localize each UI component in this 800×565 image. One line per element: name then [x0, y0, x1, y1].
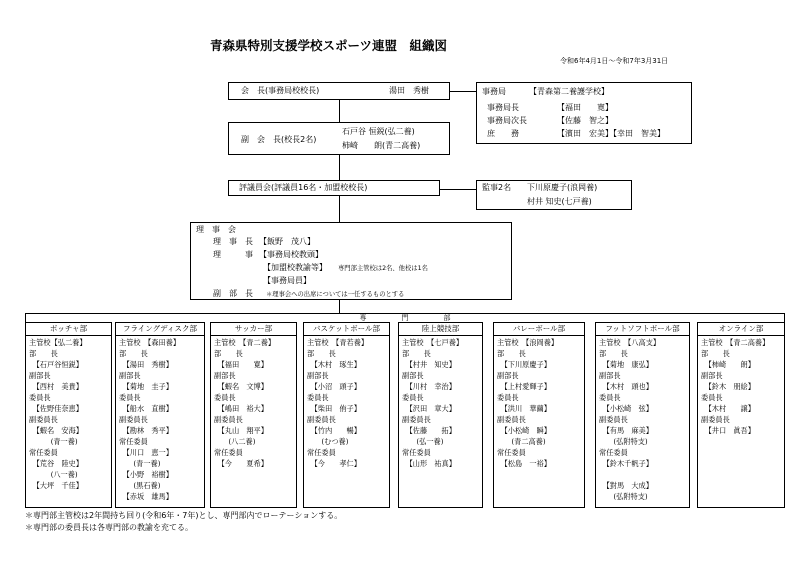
- secretariat-name: 【福田 寛】: [557, 103, 613, 112]
- board-chair-name: 【飯野 茂八】: [259, 237, 315, 246]
- department-line: 【石戸谷恒鋭】: [29, 360, 83, 369]
- department-line: 【船水 直樹】: [119, 404, 173, 413]
- board-vice-role: 副 部 長: [213, 289, 253, 298]
- department-line: (八二養): [214, 437, 256, 446]
- department-line: 【川村 幸治】: [402, 382, 456, 391]
- department-line: (青一養): [119, 459, 161, 468]
- department-line: 主管校 【七戸養】: [402, 338, 464, 347]
- department-line: 【上村愛輝子】: [497, 382, 551, 391]
- department-line: (青一養): [29, 437, 78, 446]
- department-line: 【木村 琢生】: [307, 360, 361, 369]
- department-name: フットソフトボール部: [596, 323, 689, 336]
- department-line: 【柴田 侑子】: [307, 404, 361, 413]
- department-name: 陸上競技部: [399, 323, 482, 336]
- department-line: 【蝦名 文博】: [214, 382, 268, 391]
- department-name: オンライン部: [698, 323, 784, 336]
- auditor-name: 下川原慶子(浪岡養): [527, 183, 598, 192]
- department-line: 副委員長: [214, 415, 243, 424]
- secretariat-name: 【佐藤 智之】: [557, 116, 613, 125]
- department-line: (むつ養): [307, 437, 349, 446]
- department-athletics: [398, 322, 483, 508]
- department-line: 委員長: [599, 393, 621, 402]
- department-line: 主管校 【青若養】: [307, 338, 369, 347]
- department-line: 委員長: [701, 393, 723, 402]
- departments-header: [25, 313, 785, 322]
- department-line: 委員長: [497, 393, 519, 402]
- department-line: 副委員長: [29, 415, 58, 424]
- department-line: 【村井 知史】: [402, 360, 456, 369]
- department-line: 【下川原慶子】: [497, 360, 551, 369]
- board-box: [190, 222, 512, 300]
- department-line: 【對馬 大成】: [599, 481, 653, 490]
- department-line: 【鈴木千帆子】: [599, 459, 653, 468]
- department-line: 【佐藤 拓】: [402, 426, 456, 435]
- connector: [339, 100, 340, 122]
- department-line: 委員長: [119, 393, 141, 402]
- vice-president-box: [228, 122, 450, 155]
- department-line: 主管校 【浪岡養】: [497, 338, 559, 347]
- council-label: 評議員会(評議員16名・加盟校校長): [239, 183, 368, 192]
- connector: [339, 196, 340, 222]
- department-line: 【山形 祐真】: [402, 459, 456, 468]
- department-line: 【嶋田 裕大】: [214, 404, 268, 413]
- department-line: 【今 夏希】: [214, 459, 268, 468]
- department-line: 【湯田 秀樹】: [119, 360, 173, 369]
- department-line: 副委員長: [497, 415, 526, 424]
- department-line: 常任委員: [402, 448, 431, 457]
- department-line: 【菊地 康弘】: [599, 360, 653, 369]
- department-line: 【今 孝仁】: [307, 459, 361, 468]
- department-line: 副委員長: [119, 415, 148, 424]
- department-line: 【井口 眞吾】: [701, 426, 755, 435]
- department-line: 副部長: [497, 371, 519, 380]
- president-name: 湯田 秀樹: [389, 86, 429, 95]
- board-vice-note: ＊理事会への出席については一任するものとする: [266, 291, 405, 298]
- footnote: ＊専門部の委員長は各専門部の教諭を充てる。: [25, 523, 193, 532]
- department-line: 委員長: [29, 393, 51, 402]
- department-line: 【菊地 圭子】: [119, 382, 173, 391]
- secretariat-role: 事務局長: [487, 103, 519, 112]
- department-line: 主管校 【八高支】: [599, 338, 661, 347]
- department-volleyball: [493, 322, 585, 508]
- secretariat-box: [476, 82, 692, 144]
- department-line: 委員長: [214, 393, 236, 402]
- board-members-role: 理 事: [213, 250, 253, 259]
- department-line: 常任委員: [29, 448, 58, 457]
- department-line: (弘一養): [402, 437, 444, 446]
- page-title: 青森県特別支援学校スポーツ連盟 組織図: [210, 38, 448, 53]
- department-line: 委員長: [307, 393, 329, 402]
- vice-president-name: 柿崎 朗(青二高養): [342, 141, 421, 150]
- department-line: 【荒谷 陸史】: [29, 459, 83, 468]
- vice-president-name: 石戸谷 恒鋭(弘二養): [342, 127, 415, 136]
- department-line: (弘附特支): [599, 437, 648, 446]
- department-line: 【鈴木 朋絵】: [701, 382, 755, 391]
- secretariat-name: 【濱田 宏美】【幸田 智美】: [557, 129, 665, 138]
- connector: [450, 91, 476, 92]
- department-line: 【松島 一裕】: [497, 459, 551, 468]
- department-bocce: [25, 322, 112, 508]
- auditor-name: 村井 知史(七戸養): [527, 197, 592, 206]
- department-line: 副委員長: [701, 415, 730, 424]
- department-line: 【小松崎 弦】: [599, 404, 653, 413]
- department-line: 【勘林 秀平】: [119, 426, 173, 435]
- period: 令和6年4月1日～令和7年3月31日: [560, 57, 669, 65]
- department-line: (八一養): [29, 470, 78, 479]
- department-line: 部 長: [497, 349, 526, 358]
- board-members-2: 【加盟校教諭等】: [263, 263, 327, 272]
- department-line: 部 長: [701, 349, 730, 358]
- department-line: 副部長: [701, 371, 723, 380]
- department-line: (黒石養): [119, 481, 161, 490]
- department-line: 副部長: [599, 371, 621, 380]
- departments-label: 専 門 部: [359, 314, 451, 322]
- department-line: 部 長: [214, 349, 243, 358]
- department-line: 【赤坂 雄馬】: [119, 492, 173, 501]
- department-line: 主管校 【森田養】: [119, 338, 181, 347]
- department-line: 【西村 美貴】: [29, 382, 83, 391]
- board-members-3: 【事務局員】: [263, 276, 311, 285]
- department-line: 【有馬 麻美】: [599, 426, 653, 435]
- department-name: ボッチャ部: [26, 323, 111, 336]
- president-box: [228, 82, 450, 100]
- board-chair-role: 理 事 長: [213, 237, 253, 246]
- department-line: 部 長: [29, 349, 58, 358]
- board-members-1: 【事務局校教頭】: [259, 250, 323, 259]
- department-line: 常任委員: [119, 437, 148, 446]
- auditors-box: [476, 180, 632, 210]
- president-role: 会 長(事務局校校長): [241, 86, 320, 95]
- department-name: バレーボール部: [494, 323, 584, 336]
- department-line: 副部長: [214, 371, 236, 380]
- department-online: [697, 322, 785, 508]
- department-line: 【木村 頭也】: [599, 382, 653, 391]
- department-line: 【川口 恵一】: [119, 448, 173, 457]
- secretariat-school: 【青森第二養護学校】: [529, 87, 609, 96]
- department-line: 主管校 【青二養】: [214, 338, 276, 347]
- department-name: バスケットボール部: [304, 323, 389, 336]
- department-line: 【佐野佳奈恵】: [29, 404, 83, 413]
- department-line: 部 長: [599, 349, 628, 358]
- connector: [339, 155, 340, 180]
- department-line: 副委員長: [307, 415, 336, 424]
- auditors-label: 監事2名: [482, 183, 512, 192]
- department-line: 【大坪 千佳】: [29, 481, 83, 490]
- department-line: 【沢田 章大】: [402, 404, 456, 413]
- connector: [440, 189, 476, 190]
- department-line: 【丸山 翔平】: [214, 426, 268, 435]
- department-line: 【竹内 暢】: [307, 426, 361, 435]
- department-line: 主管校【弘二養】: [29, 338, 87, 347]
- department-basketball: [303, 322, 390, 508]
- board-members-2-note: 専門部主管校は2名、他校は1名: [338, 265, 428, 272]
- department-line: 副部長: [119, 371, 141, 380]
- department-line: 常任委員: [214, 448, 243, 457]
- council-box: [228, 180, 440, 196]
- department-line: 常任委員: [497, 448, 526, 457]
- department-line: 【洪川 華繭】: [497, 404, 551, 413]
- department-line: 【柿崎 朗】: [701, 360, 755, 369]
- department-line: 部 長: [119, 349, 148, 358]
- department-line: 部 長: [307, 349, 336, 358]
- department-name: サッカー部: [211, 323, 296, 336]
- department-line: 副部長: [307, 371, 329, 380]
- footnote: ＊専門部主管校は2年間持ち回り(令和6年・7年)とし、専門部内でローテーションする。: [25, 511, 343, 520]
- vice-president-role: 副 会 長(校長2名): [241, 135, 317, 144]
- connector: [339, 300, 340, 313]
- department-line: 副委員長: [599, 415, 628, 424]
- secretariat-role: 庶 務: [487, 129, 519, 138]
- department-foot-softball: [595, 322, 690, 508]
- department-line: 【小野 裕樹】: [119, 470, 173, 479]
- department-soccer: [210, 322, 297, 508]
- department-line: 副部長: [29, 371, 51, 380]
- department-line: 部 長: [402, 349, 431, 358]
- department-line: 【木村 譲】: [701, 404, 755, 413]
- department-line: (青二高養): [497, 437, 546, 446]
- department-name: フライングディスク部: [116, 323, 204, 336]
- department-line: 副委員長: [402, 415, 431, 424]
- department-line: 主管校 【青二高養】: [701, 338, 770, 347]
- department-line: 常任委員: [307, 448, 336, 457]
- department-line: 副部長: [402, 371, 424, 380]
- department-line: 【小松崎 瞬】: [497, 426, 551, 435]
- department-line: 【福田 寛】: [214, 360, 268, 369]
- department-line: 【蝦名 安海】: [29, 426, 83, 435]
- department-line: (弘附特支): [599, 492, 648, 501]
- board-title: 理 事 会: [196, 225, 236, 234]
- department-line: 【小沼 頭子】: [307, 382, 361, 391]
- secretariat-role: 事務局次長: [487, 116, 527, 125]
- department-flying-disc: [115, 322, 205, 508]
- secretariat-label: 事務局: [482, 87, 506, 96]
- department-line: 委員長: [402, 393, 424, 402]
- department-line: 常任委員: [599, 448, 628, 457]
